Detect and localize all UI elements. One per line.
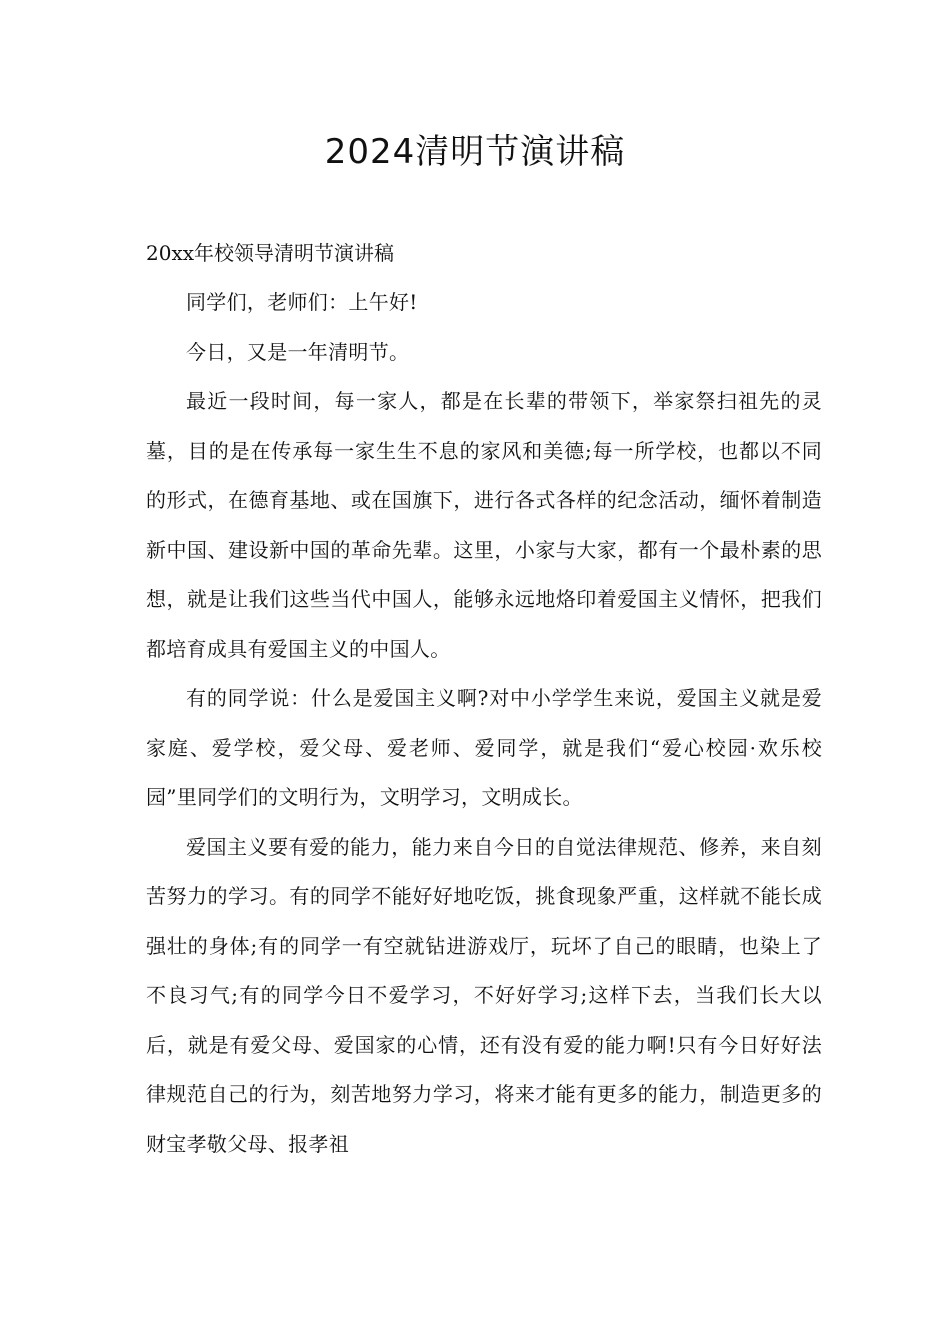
paragraph-intro: 今日，又是一年清明节。 bbox=[186, 339, 410, 364]
paragraph-greeting: 同学们，老师们：上午好! bbox=[186, 290, 418, 314]
document-body bbox=[146, 229, 822, 1169]
document-subtitle: 20xx年校领导清明节演讲稿 bbox=[146, 241, 395, 265]
page-title: 2024清明节演讲稿 bbox=[324, 132, 626, 172]
paragraph-body: 最近一段时间，每一家人，都是在长辈的带领下，举家祭扫祖先的灵墓，目的是在传承每一家生生不息的家风和美德;每一所学校，也都以不同的形式，在德育基地、或在国旗下，进行各式各样的纪念活动，缅怀着制造新中国、建设新中国的革命先辈。这里，小家与大家，都有一个最朴素的思想，就是让我们这些当代中国人，能够永远地烙印着爱国主义情怀，把我们都培育成具有爱国主义的中国人。 bbox=[146, 389, 822, 661]
paragraph-body: 有的同学说：什么是爱国主义啊?对中小学学生来说，爱国主义就是爱家庭、爱学校，爱父母、爱老师、爱同学，就是我们“爱心校园·欢乐校园”里同学们的文明行为，文明学习，文明成长。 bbox=[146, 686, 822, 809]
paragraph-body: 爱国主义要有爱的能力，能力来自今日的自觉法律规范、修养，来自刻苦努力的学习。有的同学不能好好地吃饭，挑食现象严重，这样就不能长成强壮的身体;有的同学一有空就钻进游戏厅，玩坏了自己的眼睛，也染上了不良习气;有的同学今日不爱学习，不好好学习;这样下去，当我们长大以后，就是有爱父母、爱国家的心情，还有没有爱的能力啊!只有今日好好法律规范自己的行为，刻苦地努力学习，将来才能有更多的能力，制造更多的财宝孝敬父母、报孝祖 bbox=[146, 834, 822, 1156]
